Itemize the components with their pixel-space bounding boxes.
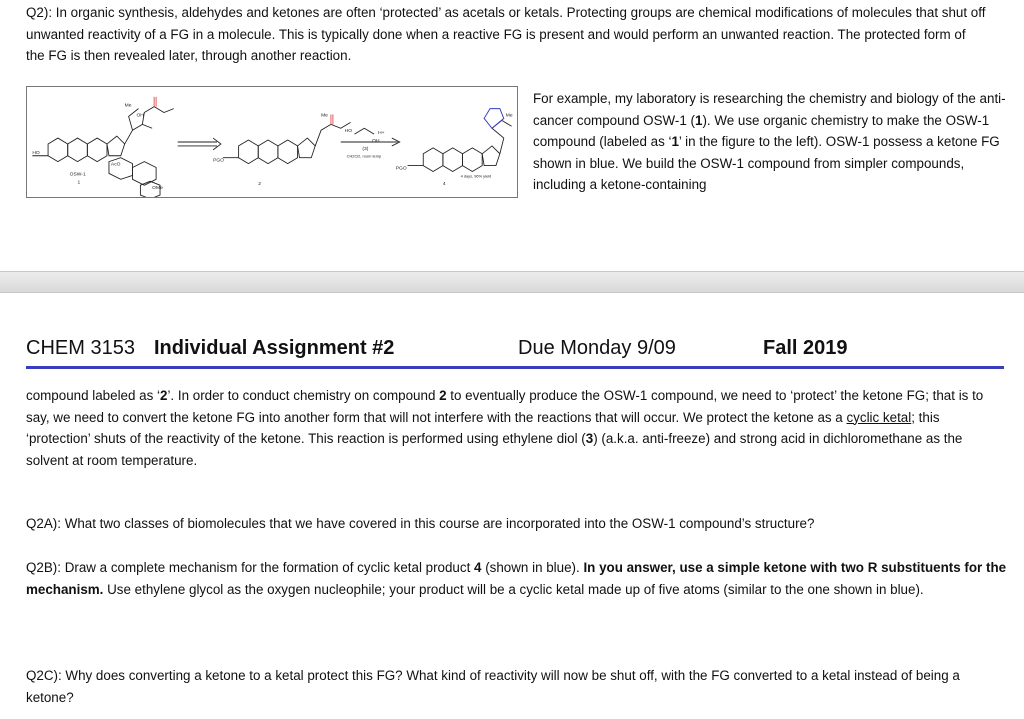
ome-label: OMe: [152, 186, 163, 192]
side-paragraph: For example, my laboratory is researching the chemistry and biology of the anti-cancer compound OSW-1 (1). We use organic chemistry to make the OSW-1 compound (labeled as ‘1’ in the figure to the left). OSW-1 possess a ketone FG shown in blue. We build the OSW-1 compound from simpler compounds, including a ketone-containing: [533, 91, 1006, 192]
reagent-number: (3): [362, 146, 369, 152]
course-code: CHEM 3153: [26, 337, 135, 359]
compound1-label: OSW-1: [69, 172, 86, 178]
reagent-acid: H+: [378, 131, 385, 137]
assignment-title: Individual Assignment #2: [154, 337, 395, 359]
page-break-divider: [0, 271, 1024, 293]
aco-label: AcO: [110, 162, 121, 168]
reaction-yield: 4 days, 96% yield: [460, 173, 492, 179]
pgo-label-2: PGO: [213, 158, 224, 164]
me-label-4: Me: [505, 113, 513, 119]
question-q2-intro: Q2): In organic synthesis, aldehydes and ketones are often ‘protected’ as acetals or ketals. Protecting groups are chemical modifications of molecules that shut off unwanted reactivity of a FG in a molecule. This is typically done when a reactive FG is present and would perform an unwanted reaction. The protected form of the FG is then revealed later, through another reaction.: [26, 5, 986, 63]
reaction-scheme-figure: [26, 86, 518, 198]
question-q2a: Q2A): What two classes of biomolecules that we have covered in this course are incorporated into the OSW-1 compound’s structure?: [26, 516, 815, 531]
pgo-label-4: PGO: [395, 166, 407, 172]
me-label-2: Me: [321, 113, 328, 119]
question-q2b: Q2B): Draw a complete mechanism for the formation of cyclic ketal product 4 (shown in blue). In you answer, use a simple ketone with two R substituents for the mechanism. Use ethylene glycol as the oxygen nucleophile; your product will be a cyclic ketal made up of five atoms (similar to the one shown in blue).: [26, 560, 1007, 597]
term: Fall 2019: [763, 337, 848, 359]
due-date: Due Monday 9/09: [518, 337, 676, 359]
compound4-number: 4: [442, 182, 446, 188]
ho-label-reagent: HO: [344, 129, 353, 135]
header-rule: [26, 366, 1004, 369]
reaction-conditions: CH2Cl2, room temp: [346, 153, 382, 159]
body-paragraph: compound labeled as ‘2’. In order to conduct chemistry on compound 2 to eventually produce the OSW-1 compound, we need to ‘protect’ the ketone FG; that is to say, we need to convert the ketone FG into another form that will not interfere with the reactions that will occur. We protect the ketone as a cyclic ketal; this ‘protection’ shuts of the reactivity of the ketone. This reaction is performed using ethylene diol (3) (a.k.a. anti-freeze) and strong acid in dichloromethane as the solvent at room temperature.: [26, 388, 984, 468]
compound2-number: 2: [258, 182, 261, 188]
oh-label-reagent: OH: [372, 139, 380, 144]
me-label-1: Me: [124, 103, 132, 109]
oh-label-1: OH: [136, 113, 144, 119]
reaction-scheme-drawing: [27, 87, 517, 197]
question-q2c: Q2C): Why does converting a ketone to a ketal protect this FG? What kind of reactivity will now be shut off, with the FG converted to a ketal instead of being a ketone?: [26, 668, 960, 705]
ho-label-1: HO: [32, 150, 40, 156]
page-header: [26, 337, 1016, 367]
compound1-number: 1: [77, 180, 81, 186]
